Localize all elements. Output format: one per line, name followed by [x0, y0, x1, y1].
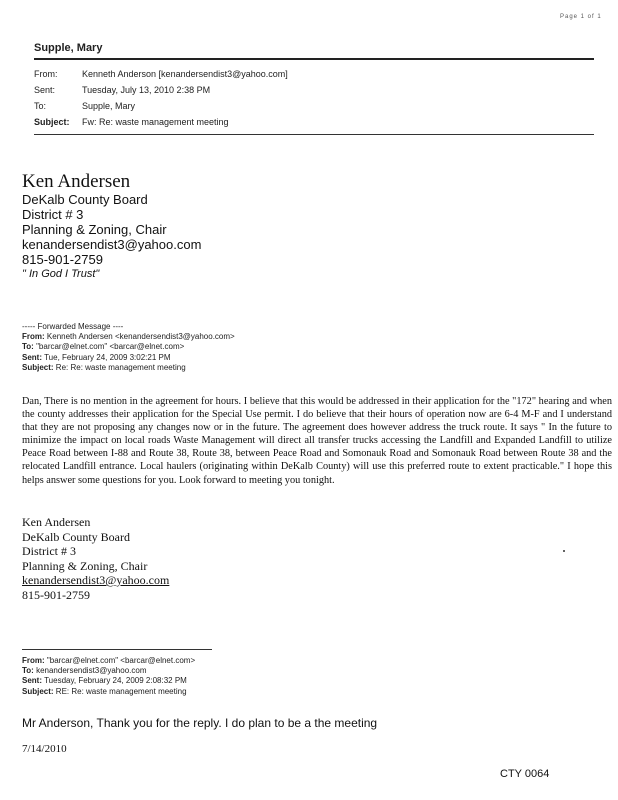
forwarded-subject-row — [22, 363, 235, 373]
forwarded-to-label: To: — [22, 342, 34, 352]
header-to-value: Supple, Mary — [82, 101, 136, 111]
forwarded-sent-value: Tue, February 24, 2009 3:02:21 PM — [44, 352, 171, 362]
original-to-row — [22, 666, 195, 676]
signature-district: District # 3 — [22, 207, 84, 222]
page-number-marker: Page 1 of 1 — [560, 14, 602, 20]
original-subject-row — [22, 687, 195, 697]
forwarded-subject-value: Re: Re: waste management meeting — [55, 362, 186, 372]
signature-body-name: Ken Andersen — [22, 515, 91, 529]
forwarded-to-row — [22, 342, 235, 352]
original-message-rule — [22, 649, 212, 650]
header-sent-row — [34, 83, 210, 98]
header-rule-bottom — [34, 134, 594, 135]
original-to-label: To: — [22, 666, 34, 676]
original-from-row — [22, 656, 195, 666]
original-from-value: "barcar@elnet.com" <barcar@elnet.com> — [46, 656, 196, 665]
header-rule-top — [34, 58, 594, 60]
original-subject-label: Subject: — [22, 686, 54, 696]
header-subject-label: Subject: — [34, 117, 70, 127]
forwarded-from-label: From: — [22, 332, 45, 342]
header-to-row — [34, 99, 135, 114]
original-sent-row — [22, 676, 195, 686]
original-sent-value: Tuesday, February 24, 2009 2:08:32 PM — [44, 676, 187, 686]
header-from-value: Kenneth Anderson [kenandersendist3@yahoo.com] — [82, 69, 288, 79]
signature-block-top — [22, 172, 201, 282]
original-to-value: kenandersendist3@yahoo.com — [36, 666, 147, 676]
forwarded-subject-label: Subject: — [22, 362, 54, 372]
signature-phone: 815-901-2759 — [22, 252, 103, 267]
forwarded-sent-label: Sent: — [22, 352, 42, 362]
header-to-label: To: — [34, 101, 47, 111]
forwarded-header — [22, 322, 235, 373]
signature-quote: " In God I Trust" — [22, 268, 100, 280]
signature-role: Planning & Zoning, Chair — [22, 222, 167, 237]
signature-board: DeKalb County Board — [22, 192, 148, 207]
original-subject-value: RE: Re: waste management meeting — [55, 686, 187, 696]
reply-message: Mr Anderson, Thank you for the reply. I do plan to be a the meeting — [22, 716, 378, 730]
original-from-label: From: — [22, 656, 45, 665]
print-date: 7/14/2010 — [22, 743, 67, 755]
forwarded-to-value: "barcar@elnet.com" <barcar@elnet.com> — [36, 342, 185, 352]
header-subject-row — [34, 115, 229, 130]
forwarded-from-row — [22, 332, 235, 342]
header-from-label: From: — [34, 69, 58, 79]
header-subject-value: Fw: Re: waste management meeting — [82, 117, 229, 127]
original-sent-label: Sent: — [22, 676, 42, 686]
header-from-row — [34, 67, 288, 82]
signature-name: Ken Andersen — [22, 171, 131, 192]
header-sent-label: Sent: — [34, 85, 56, 95]
scan-speck — [563, 550, 565, 552]
forwarded-from-value: Kenneth Andersen <kenandersendist3@yahoo.com> — [46, 332, 235, 342]
header-sent-value: Tuesday, July 13, 2010 2:38 PM — [82, 85, 211, 95]
mailbox-owner: Supple, Mary — [34, 42, 103, 54]
signature-body-district: District # 3 — [22, 544, 76, 558]
signature-body-phone: 815-901-2759 — [22, 587, 90, 602]
forwarded-marker: ----- Forwarded Message ---- — [22, 322, 124, 331]
signature-email: kenandersendist3@yahoo.com — [22, 237, 202, 252]
message-body: Dan, There is no mention in the agreement for hours. I believe that this would be addressed in their application for the "172" hearing and when the county addresses their application for the Special Use permit. I do believe that their hours of operation now are 6-4 M-F and I understand that they are not proposing any changes now or in the future. The agreement does however address the truck route. It says " In the future to minimize the impact on local roads Waste Management will direct all transfer trucks accessing the Landfill and Expanded Landfill to utilize Peace Road between I-88 and Route 38, Route 38, between Peace Road and Somonauk Road and Somonauk Road between Route 38 and the relocated Landfill entrance. Local haulers (originating within DeKalb County) will use this preferred route to extent practicable." I hope this helps answer some questions for you. Look forward to meeting you tonight. — [22, 396, 612, 486]
bates-number: CTY 0064 — [500, 768, 550, 780]
signature-body-email: kenandersendist3@yahoo.com — [22, 573, 170, 587]
signature-body-role: Planning & Zoning, Chair — [22, 558, 148, 573]
signature-block-body — [22, 515, 169, 602]
forwarded-sent-row — [22, 353, 235, 363]
signature-body-board: DeKalb County Board — [22, 529, 130, 544]
original-message-header — [22, 656, 195, 697]
